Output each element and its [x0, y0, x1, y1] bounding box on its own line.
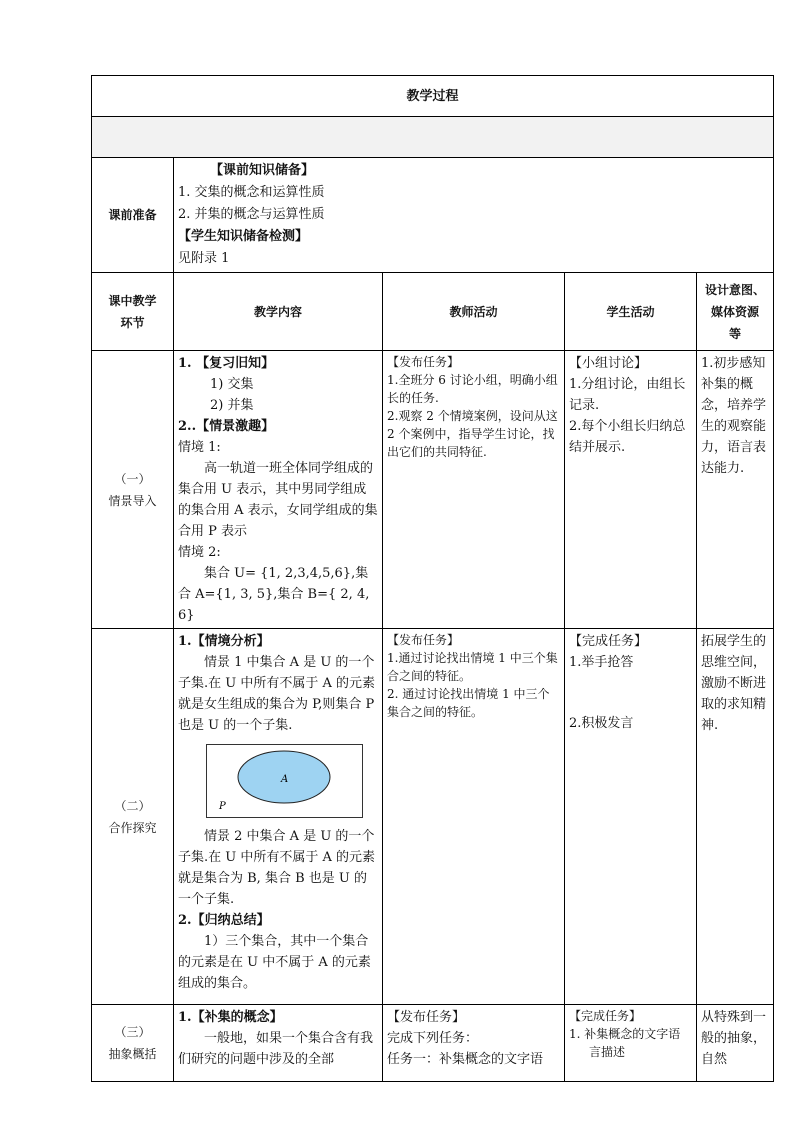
row3-teacher-item-1: 完成下列任务： [387, 1031, 479, 1046]
row3-teacher-item-2: 任务一：补集概念的文字语 [387, 1052, 544, 1067]
row2-h1: 1.【情境分析】 [178, 634, 270, 649]
col-header-content: 教学内容 [174, 273, 383, 351]
row2-p3: 1）三个集合，其中一个集合的元素是在 U 中不属于 A 的元素组成的集合。 [178, 934, 371, 991]
row3-student-h: 【完成任务】 [569, 1009, 642, 1023]
row1-h1: 1. 【复习旧知】 [178, 356, 275, 371]
row1-s2: 情境 2: [178, 545, 221, 560]
row2-label: （二） 合作探究 [92, 629, 174, 1005]
col-header-student: 学生活动 [565, 273, 697, 351]
row1-intent: 1.初步感知补集的概念，培养学生的观察能力，语言表达能力. [697, 351, 774, 629]
row2-p2: 情景 2 中集合 A 是 U 的一个子集.在 U 中所有不属于 A 的元素就是集合为 B, 集合 B 也是 U 的一个子集. [178, 829, 376, 907]
pre-sub1: 【课前知识储备】 [210, 163, 315, 178]
pre-label: 课前准备 [92, 158, 174, 273]
row2-p1: 情景 1 中集合 A 是 U 的一个子集.在 U 中所有不属于 A 的元素就是女生组成的集合为 P,则集合 P 也是 U 的一个子集. [178, 655, 376, 733]
row2-student-h: 【完成任务】 [569, 634, 648, 649]
row3-label: （三） 抽象概括 [92, 1005, 174, 1082]
teaching-process-table [91, 75, 774, 1082]
row3-teacher [383, 1005, 565, 1082]
row2-student-item-1: 1.举手抢答 [569, 655, 634, 670]
venn-label-p: P [219, 801, 226, 812]
pre-sub2: 【学生知识储备检测】 [178, 229, 309, 244]
row2-content [174, 629, 383, 1005]
row2-intent: 拓展学生的思维空间，激励不断进取的求知精神. [697, 629, 774, 1005]
row1-student-item-1: 1.分组讨论，由组长记录. [569, 377, 686, 413]
venn-label-a: A [281, 774, 289, 785]
row1-teacher-h: 【发布任务】 [387, 355, 460, 369]
venn-diagram [206, 744, 363, 818]
row1-student-item-2: 2.每个小组长归纳总结并展示. [569, 419, 686, 455]
row1-s2text: 集合 U= {1, 2,3,4,5,6},集合 A={1, 3, 5},集合 B={ 2, 4, 6} [178, 566, 370, 623]
venn-svg [207, 745, 362, 817]
row1-student-h: 【小组讨论】 [569, 356, 648, 371]
row2-teacher-h: 【发布任务】 [387, 633, 460, 647]
row2-h2: 2.【归纳总结】 [178, 913, 270, 928]
pre-note: 见附录 1 [178, 251, 230, 266]
row3-intent: 从特殊到一般的抽象，自然 [697, 1005, 774, 1082]
row3-h1: 1.【补集的概念】 [178, 1010, 283, 1025]
row3-content [174, 1005, 383, 1082]
pre-item-1: 1. 交集的概念和运算性质 [178, 185, 325, 200]
row2-teacher [383, 629, 565, 1005]
col-header-teacher: 教师活动 [383, 273, 565, 351]
row2-teacher-item-1: 1.通过讨论找出情境 1 中三个集合之间的特征。 [387, 651, 558, 683]
row1-teacher-item-1: 1.全班分 6 讨论小组，明确小组长的任务. [387, 373, 558, 405]
row1-student [565, 351, 697, 629]
row1-s1: 情境 1: [178, 440, 221, 455]
row3-teacher-h: 【发布任务】 [387, 1010, 466, 1025]
col-header-intent: 设计意图、 媒体资源 等 [697, 273, 774, 351]
row1-s1text: 高一轨道一班全体同学组成的集合用 U 表示，其中男同学组成的集合用 A 表示，女同学组成的集合用 P 表示 [178, 461, 378, 539]
row1-teacher [383, 351, 565, 629]
row1-item-1: 1) 交集 [210, 377, 254, 392]
row2-student-item-2: 2.积极发言 [569, 716, 634, 731]
pre-content [174, 158, 774, 273]
row3-p1: 一般地，如果一个集合含有我们研究的问题中涉及的全部 [178, 1031, 374, 1067]
pre-item-2: 2. 并集的概念与运算性质 [178, 207, 325, 222]
row3-student [565, 1005, 697, 1082]
row1-item-2: 2) 并集 [210, 398, 254, 413]
row1-content [174, 351, 383, 629]
row1-teacher-item-2: 2.观察 2 个情境案例，设问从这 2 个案例中，指导学生讨论，找出它们的共同特征. [387, 409, 558, 459]
col-header-stage: 课中教学 环节 [92, 273, 174, 351]
table-title: 教学过程 [92, 76, 774, 117]
row1-label: （一） 情景导入 [92, 351, 174, 629]
row3-student-item-1: 1. 补集概念的文字语言描述 [569, 1027, 681, 1059]
row2-teacher-item-2: 2. 通过讨论找出情境 1 中三个集合之间的特征。 [387, 687, 550, 719]
row1-h2: 2..【情景激趣】 [178, 419, 275, 434]
blank-row [92, 117, 774, 158]
row2-student [565, 629, 697, 1005]
